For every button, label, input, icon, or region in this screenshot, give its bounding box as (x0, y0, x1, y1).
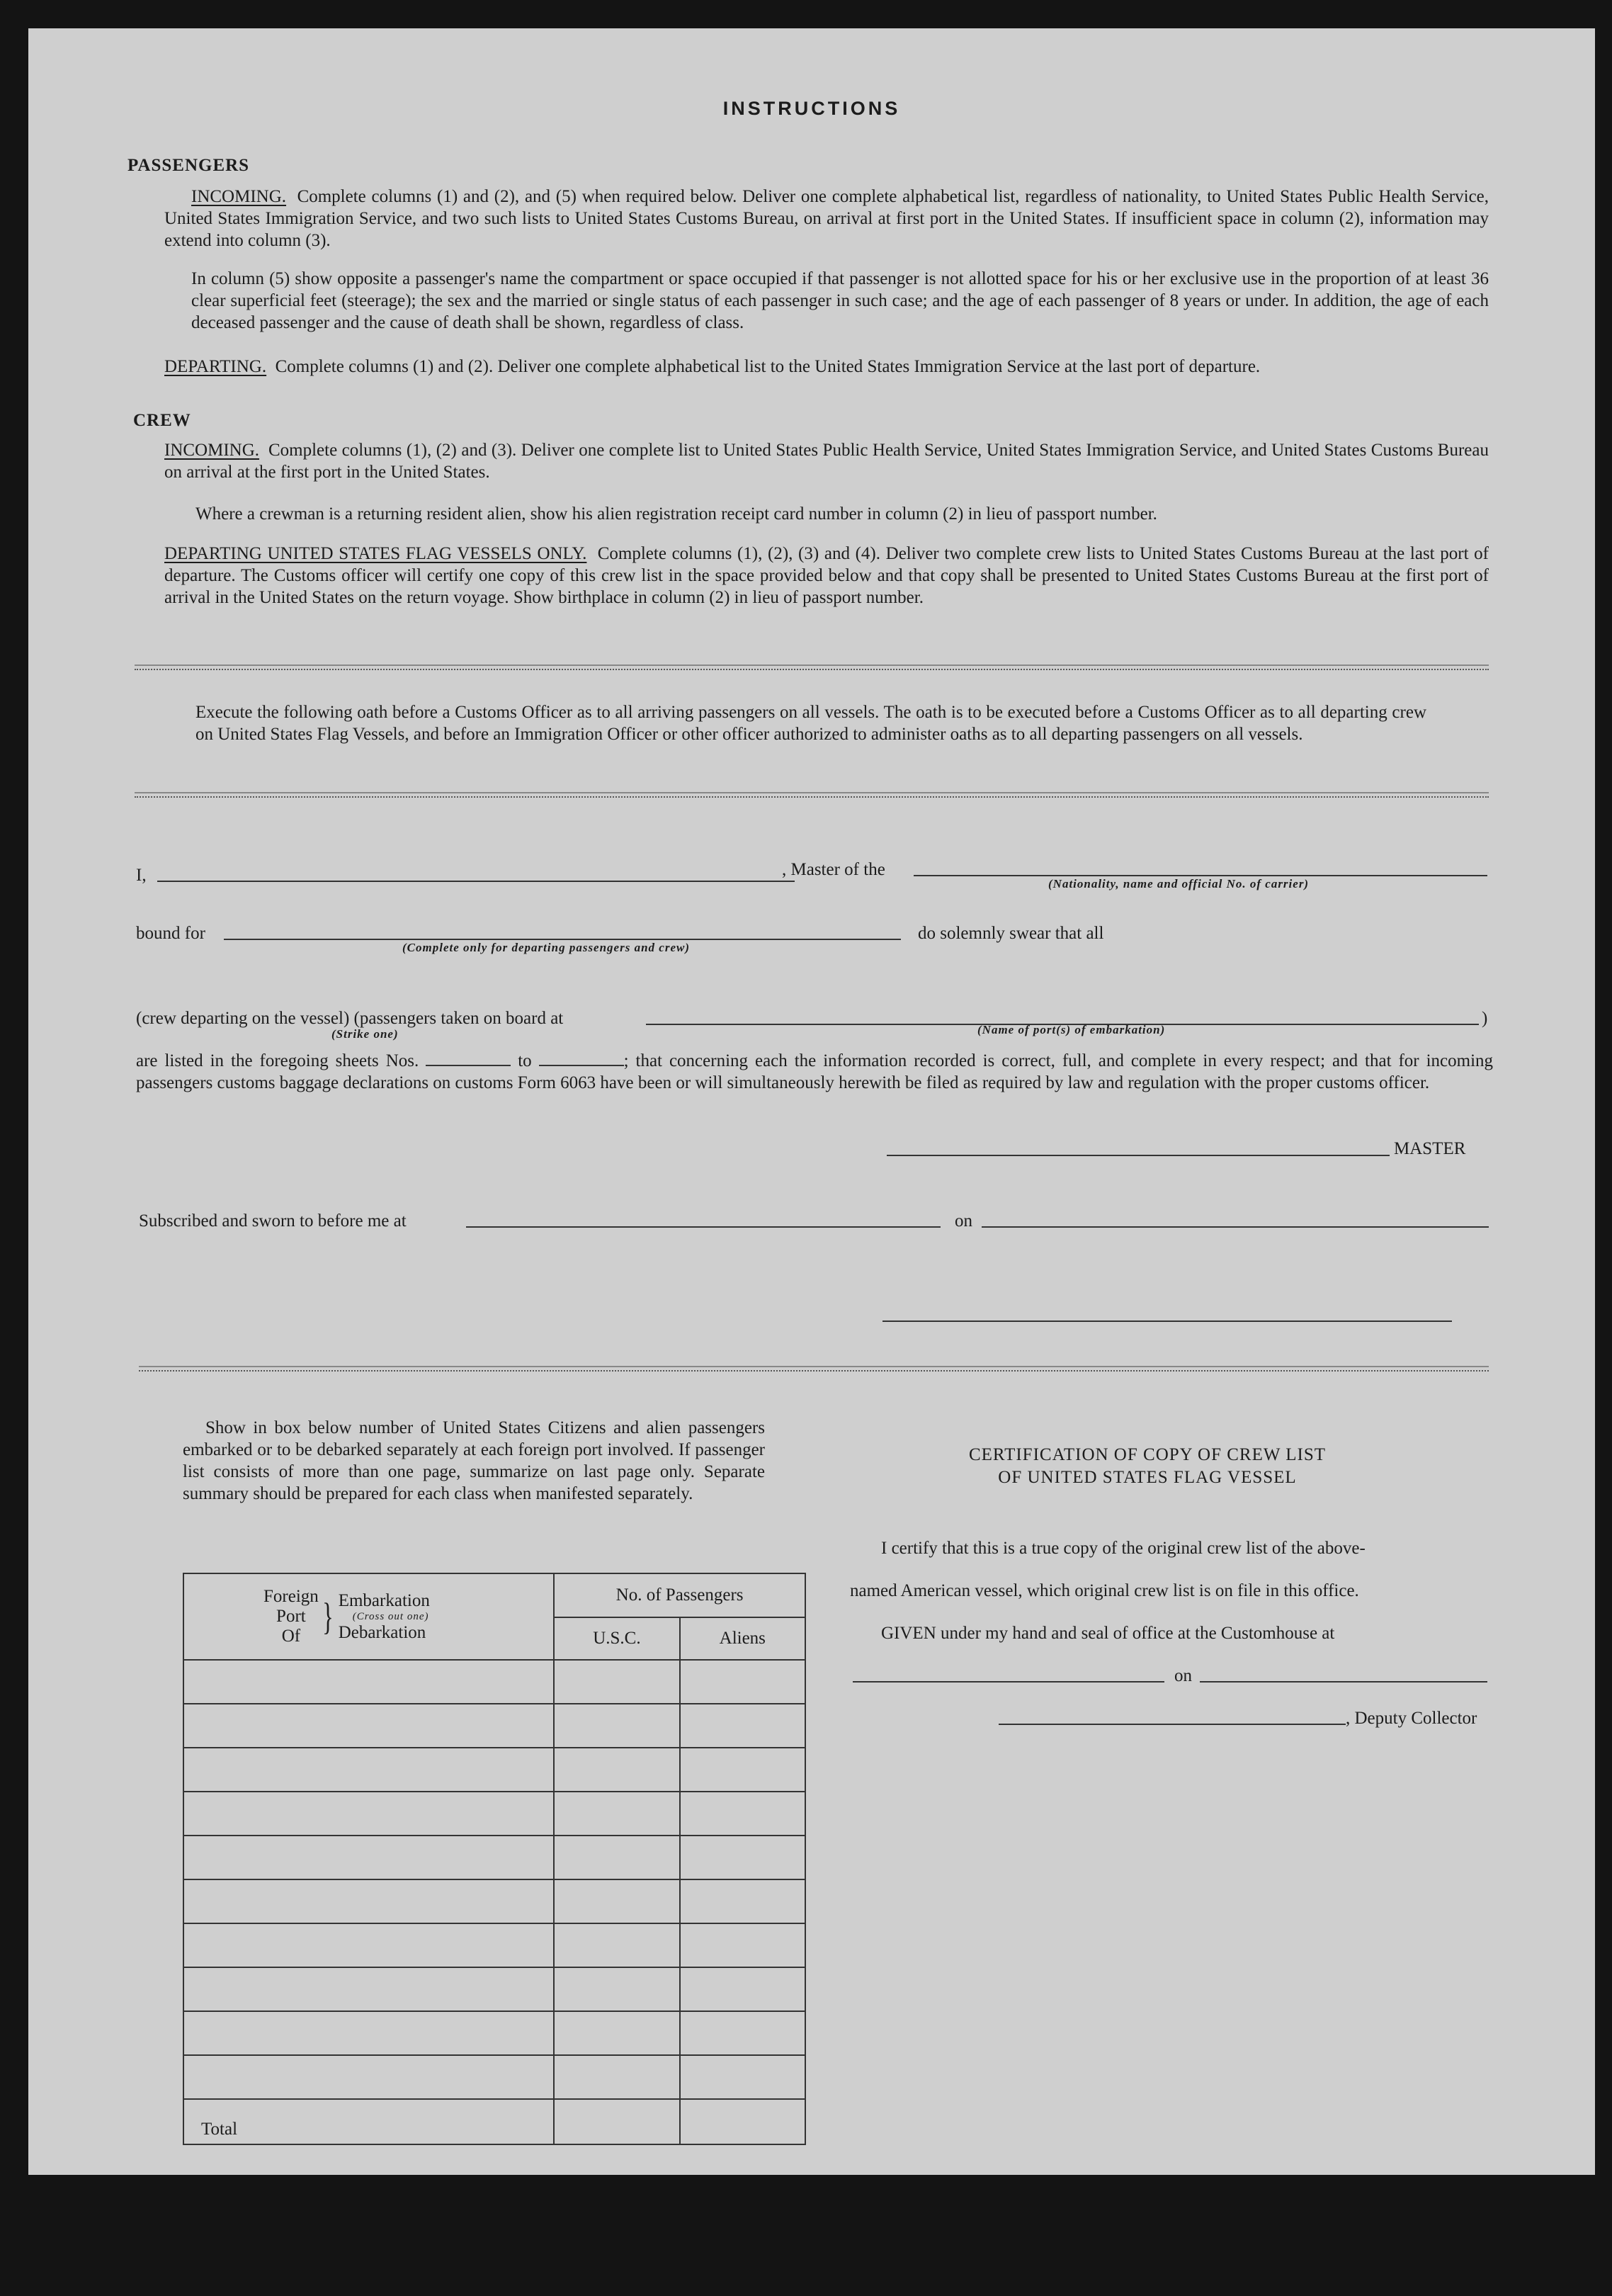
usc-cell[interactable] (554, 1967, 679, 2011)
aliens-cell[interactable] (680, 2011, 805, 2055)
master-of-label: , Master of the (782, 860, 885, 879)
listed-sheets-paragraph (136, 1050, 1493, 1094)
aliens-cell[interactable] (680, 1704, 805, 1748)
vessel-line[interactable] (914, 875, 1487, 876)
port-label: Port (276, 1607, 306, 1626)
passengers-incoming-label: INCOMING. (191, 187, 287, 206)
aliens-cell[interactable] (680, 1748, 805, 1792)
sworn-place-line[interactable] (466, 1226, 941, 1228)
port-cell[interactable] (183, 1879, 554, 1923)
sworn-date-line[interactable] (982, 1226, 1489, 1228)
port-cell[interactable] (183, 1836, 554, 1879)
crew-incoming-paragraph (164, 439, 1489, 483)
port-header-cell (183, 1573, 554, 1660)
table-row (183, 1879, 805, 1923)
aliens-cell[interactable] (680, 1879, 805, 1923)
master-signature-line[interactable] (887, 1155, 1390, 1156)
table-row (183, 2055, 805, 2099)
passengers-departing-paragraph (164, 356, 1489, 378)
certification-line1: I certify that this is a true copy of the original crew list of the above- (881, 1539, 1366, 1558)
usc-header: U.S.C. (554, 1617, 679, 1660)
usc-cell[interactable] (554, 1792, 679, 1836)
aliens-cell[interactable] (680, 1836, 805, 1879)
port-cell[interactable] (183, 1792, 554, 1836)
crew-heading: CREW (133, 411, 191, 430)
crew-resident-paragraph: Where a crewman is a returning resident alien, show his alien registration receipt card number in column (2) in lieu of passport number. (195, 504, 1157, 524)
cross-out-caption: (Cross out one) (352, 1611, 429, 1622)
aliens-cell[interactable] (680, 1923, 805, 1967)
passengers-departing-label: DEPARTING. (164, 357, 267, 376)
port-cell[interactable] (183, 1748, 554, 1792)
table-row (183, 1836, 805, 1879)
listed-prefix: are listed in the foregoing sheets Nos. (136, 1051, 419, 1070)
no-passengers-header: No. of Passengers (554, 1573, 805, 1617)
master-name-line[interactable] (157, 881, 795, 882)
of-label: Of (281, 1627, 301, 1646)
section-divider (139, 1366, 1489, 1372)
crew-departing-paragraph (164, 543, 1489, 609)
passengers-departing-text: Complete columns (1) and (2). Deliver one complete alphabetical list to the United States Immigration Service at the last port of departure. (275, 357, 1261, 376)
bound-for-line[interactable] (224, 939, 901, 940)
close-paren: ) (1482, 1009, 1488, 1028)
foreign-label: Foreign (263, 1587, 319, 1606)
crew-incoming-label: INCOMING. (164, 441, 260, 460)
subscribed-label: Subscribed and sworn to before me at (139, 1211, 407, 1231)
table-row (183, 1704, 805, 1748)
section-divider (135, 792, 1489, 798)
total-row (183, 2099, 805, 2144)
passenger-summary-table (183, 1573, 806, 2145)
total-label: Total (183, 2099, 554, 2144)
deputy-signature-line[interactable] (999, 1724, 1346, 1725)
passengers-incoming-text: Complete columns (1) and (2), and (5) when required below. Deliver one complete alphabetical list, regardless of nationality, to United States Public Health Service, United States Immigration Service, and two such lists to United States Customs Bureau, on arrival at first port in the United States. If insufficient space in column (2), information may extend into column (3). (164, 187, 1489, 250)
table-row (183, 1923, 805, 1967)
bound-for-label: bound for (136, 924, 205, 943)
port-cell[interactable] (183, 1704, 554, 1748)
strike-one-caption: (Strike one) (331, 1027, 399, 1041)
oath-i-label: I, (136, 866, 147, 885)
certification-date-line[interactable] (1200, 1681, 1487, 1683)
passengers-heading: PASSENGERS (127, 156, 250, 175)
brace-icon: } (322, 1595, 334, 1638)
do-solemnly-text: do solemnly swear that all (918, 924, 1104, 943)
aliens-total-cell[interactable] (680, 2099, 805, 2144)
debarkation-label: Debarkation (338, 1623, 426, 1642)
oath-instructions: Execute the following oath before a Customs Officer as to all arriving passengers on all vessels. The oath is to be executed before a Customs Officer as to all departing crew on United States Flag Vessels, and before an Immigration Officer or other officer authorized to administer oaths as to all departing passengers on all vessels. (195, 703, 1426, 744)
table-row (183, 1792, 805, 1836)
usc-cell[interactable] (554, 1748, 679, 1792)
passengers-column5-paragraph: In column (5) show opposite a passenger's name the compartment or space occupied if that passenger is not allotted space for his or her exclusive use in the proportion of at least 36 clear superficial feet (steerage); the sex and the married or single status of each passenger in such case; and the age of each passenger of 8 years or under. In addition, the age of each deceased passenger and the cause of death shall be shown, regardless of class. (191, 269, 1489, 332)
to-label: to (518, 1051, 532, 1070)
ports-caption: (Name of port(s) of embarkation) (977, 1023, 1166, 1036)
crew-departing-text: Complete columns (1), (2), (3) and (4). Deliver two complete crew lists to United States Customs Bureau at the last port of departure. The Customs officer will certify one copy of this crew list in the space provided below and that copy shall be presented to United States Customs Bureau at the first port of arrival in the United States on the return voyage. Show birthplace in column (2) in lieu of passport number. (164, 544, 1489, 607)
aliens-cell[interactable] (680, 2055, 805, 2099)
certification-line3: GIVEN under my hand and seal of office at the Customhouse at (881, 1624, 1335, 1643)
port-cell[interactable] (183, 1923, 554, 1967)
officer-signature-line[interactable] (882, 1321, 1452, 1322)
usc-cell[interactable] (554, 1704, 679, 1748)
nationality-caption: (Nationality, name and official No. of carrier) (1048, 877, 1310, 890)
complete-only-caption: (Complete only for departing passengers and crew) (402, 941, 690, 954)
port-cell[interactable] (183, 1660, 554, 1704)
passengers-incoming-paragraph (164, 186, 1489, 251)
crew-departing-label: DEPARTING UNITED STATES FLAG VESSELS ONLY. (164, 544, 587, 563)
usc-cell[interactable] (554, 1923, 679, 1967)
aliens-cell[interactable] (680, 1967, 805, 2011)
certification-title-line1: CERTIFICATION OF COPY OF CREW LIST (968, 1445, 1327, 1464)
usc-total-cell[interactable] (554, 2099, 679, 2144)
customhouse-line[interactable] (853, 1681, 1164, 1683)
aliens-cell[interactable] (680, 1792, 805, 1836)
crew-incoming-text: Complete columns (1), (2) and (3). Deliver one complete list to United States Public Health Service, United States Immigration Service, and United States Customs Bureau on arrival at the first port in the United States. (164, 441, 1489, 482)
usc-cell[interactable] (554, 2055, 679, 2099)
table-row (183, 1967, 805, 2011)
form-page (28, 28, 1595, 2175)
usc-cell[interactable] (554, 1879, 679, 1923)
certification-title-line2: OF UNITED STATES FLAG VESSEL (998, 1468, 1297, 1487)
embarkation-label: Embarkation (338, 1591, 430, 1610)
table-row (183, 1748, 805, 1792)
port-cell[interactable] (183, 2055, 554, 2099)
page-title: INSTRUCTIONS (722, 98, 901, 119)
usc-cell[interactable] (554, 2011, 679, 2055)
crew-departing-text: (crew departing on the vessel) (passengers taken on board at (136, 1009, 564, 1028)
deputy-collector-label: , Deputy Collector (1346, 1709, 1477, 1728)
certification-on-label: on (1174, 1666, 1192, 1685)
summary-instructions: Show in box below number of United States Citizens and alien passengers embarked or to be debarked separately at each foreign port involved. If passenger list consists of more than one page, summarize on last page only. Separate summary should be prepared for each class when manifested separately. (183, 1418, 765, 1503)
certification-line2: named American vessel, which original crew list is on file in this office. (850, 1581, 1359, 1600)
sworn-on-label: on (955, 1211, 972, 1231)
table-row (183, 1660, 805, 1704)
master-label: MASTER (1394, 1139, 1466, 1158)
port-cell[interactable] (183, 1967, 554, 2011)
listed-suffix: ; that concerning each the information recorded is correct, full, and complete in every respect; and that for incoming passengers customs baggage declarations on customs Form 6063 have been or will simultaneously herewith be filed as required by law and regulation with the proper customs officer. (136, 1051, 1494, 1092)
port-cell[interactable] (183, 2011, 554, 2055)
table-row (183, 2011, 805, 2055)
section-divider (135, 665, 1489, 670)
sheet-to-line[interactable] (539, 1065, 624, 1066)
usc-cell[interactable] (554, 1660, 679, 1704)
sheet-from-line[interactable] (426, 1065, 511, 1066)
usc-cell[interactable] (554, 1836, 679, 1879)
aliens-header: Aliens (680, 1617, 805, 1660)
aliens-cell[interactable] (680, 1660, 805, 1704)
